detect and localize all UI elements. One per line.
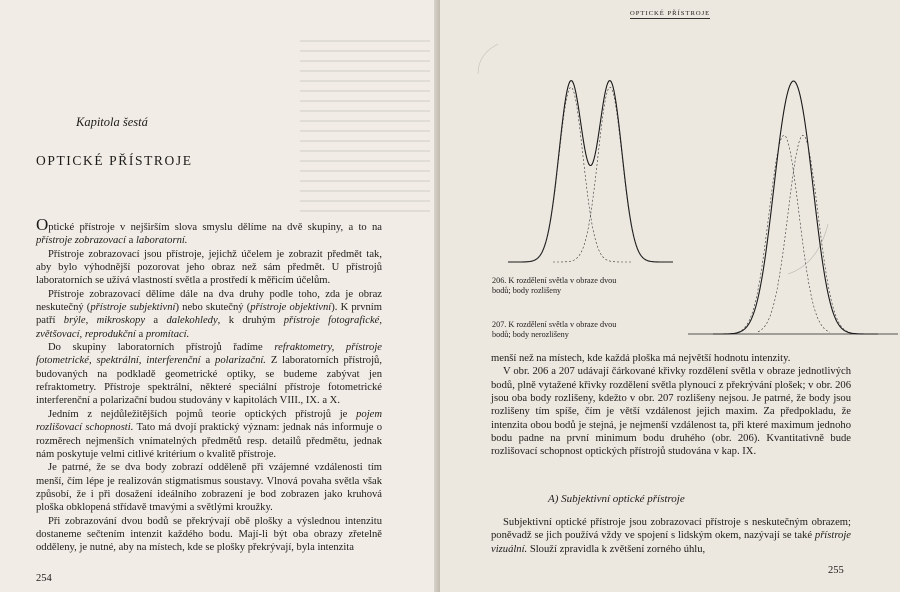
show-through-shadow — [300, 40, 430, 220]
curve-206-point-b — [553, 87, 658, 262]
left-body-text — [36, 215, 383, 555]
hatching-207 — [738, 81, 850, 334]
right-page — [440, 0, 900, 592]
left-page — [0, 0, 440, 592]
left-paragraph: Přístroje zobrazovací jsou přístroje, jejichž účelem je zobrazit předmět tak, aby bylo výhodnější pozorovat jeho obraz než sám předmět. U přístrojů laboratorních se užívá vlastností světla a prostředí k měřicím účelům. — [36, 248, 382, 287]
section-heading: A) Subjektivní optické přístroje — [548, 493, 685, 505]
left-paragraph: Jedním z nejdůležitějších pojmů teorie optických přístrojů je pojem rozlišovací schopnosti. Tato má dvojí praktický význam: jednak nás informuje o rozměrech nejmenších vnímatelných předmětů resp. detailů předmětu, jednak nám poskytuje velmi citlivé kritérium o kvalitě přístroje. — [36, 408, 383, 460]
caption-206: 206. K rozdělení světla v obraze dvou bodů; body rozlišeny — [492, 276, 617, 295]
right-final-paragraph — [491, 516, 851, 556]
decorative-arc — [788, 224, 828, 274]
left-paragraph: Přístroje zobrazovací dělíme dále na dva druhy podle toho, zda je obraz neskutečný (přístroje subjektivní) nebo skutečný (přístroje objektivní). K prvním patří brýle, mikroskopy a dalekohledy, k druhým přístroje fotografické, zvětšovací, reprodukční a promítací. — [36, 288, 382, 340]
figure-206 — [508, 81, 673, 262]
curve-207-point-b — [758, 135, 850, 332]
left-paragraph: Je patrné, že se dva body zobrazí odděleně při vzájemné vzdálenosti tím menší, čím lépe je realizován stigmatismus soustavy. Vlnová povaha světla však způsobí, že i při dosažení ideálního zobrazení je bod zobrazen jako kruhová ploška obklopená střídavě tmavými a světlými kroužky. — [36, 462, 382, 514]
left-paragraph: Do skupiny laboratorních přístrojů řadíme refraktometry, přístroje fotometrické, spektrální, interferenční a polarizační. Z laboratorních přístrojů, budovaných na podkladě geometrické optiky, se budeme zabývat jen refraktometry. Přístroje spektrální, některé speciální přístroje fotometrické interferenční a polarizační budou studovány v kapitolách VIII., IX. a X. — [36, 342, 382, 407]
left-paragraph: Při zobrazování dvou bodů se překrývají obě plošky a výslednou intenzitu dostaneme sečtením intenzit každého bodu. Mají-li být oba obrazy zřetelně odděleny, je nutné, aby na místech, kde se plošky překrývají, byla intenzita — [36, 515, 382, 554]
curve-207-point-a — [738, 135, 830, 332]
intensity-figure — [458, 24, 898, 344]
right-paragraph: Subjektivní optické přístroje jsou zobrazovací přístroje s neskutečným obrazem; poněvadž se jich používá vždy ve spojení s lidským okem, nazývají se také přístroje vizuální. Slouží zpravidla k zvětšení zorného úhlu, — [491, 517, 851, 555]
page-number-left: 254 — [36, 573, 52, 584]
right-paragraph: V obr. 206 a 207 udávají čárkované křivky rozdělení světla v obraze jednotlivých bodů, plně vytažené křivky rozdělení světla plynoucí z překrývání plošek; v obr. 206 jsou oba body rozlišeny, kdežto v obr. 207 rozlišeny nejsou. Je patrné, že body jsou rozlišeny tím spíše, čím je větší vzdálenost jejich maxim. Za předpokladu, že intenzita obou bodů je stejná, je nejmenší vzdálenost ta, při které maximum jednoho bodu padne na první minimum bodu druhého (obr. 206). Kvantitativně bude rozlišovací schopnost optických přístrojů studována v kap. IX. — [491, 366, 851, 458]
right-body-text — [491, 352, 851, 459]
running-head: OPTICKÉ PŘÍSTROJE — [630, 10, 711, 17]
hatching-206 — [534, 81, 646, 262]
page-number-right: 255 — [828, 565, 844, 576]
caption-207: 207. K rozdělení světla v obraze dvou bodů; body nerozlišeny — [492, 320, 617, 339]
chapter-title: OPTICKÉ PŘÍSTROJE — [36, 153, 193, 168]
right-paragraph: menší než na místech, kde každá ploška má největší hodnotu intenzity. — [491, 353, 791, 364]
left-paragraph: Optické přístroje v nejširším slova smyslu dělíme na dvě skupiny, a to na přístroje zobrazovací a laboratorní. — [36, 215, 382, 247]
chapter-label: Kapitola šestá — [76, 115, 148, 129]
figure-207 — [688, 81, 898, 334]
curve-206-sum — [508, 81, 673, 262]
decorative-arc — [478, 44, 498, 74]
curve-207-sum — [713, 81, 878, 334]
